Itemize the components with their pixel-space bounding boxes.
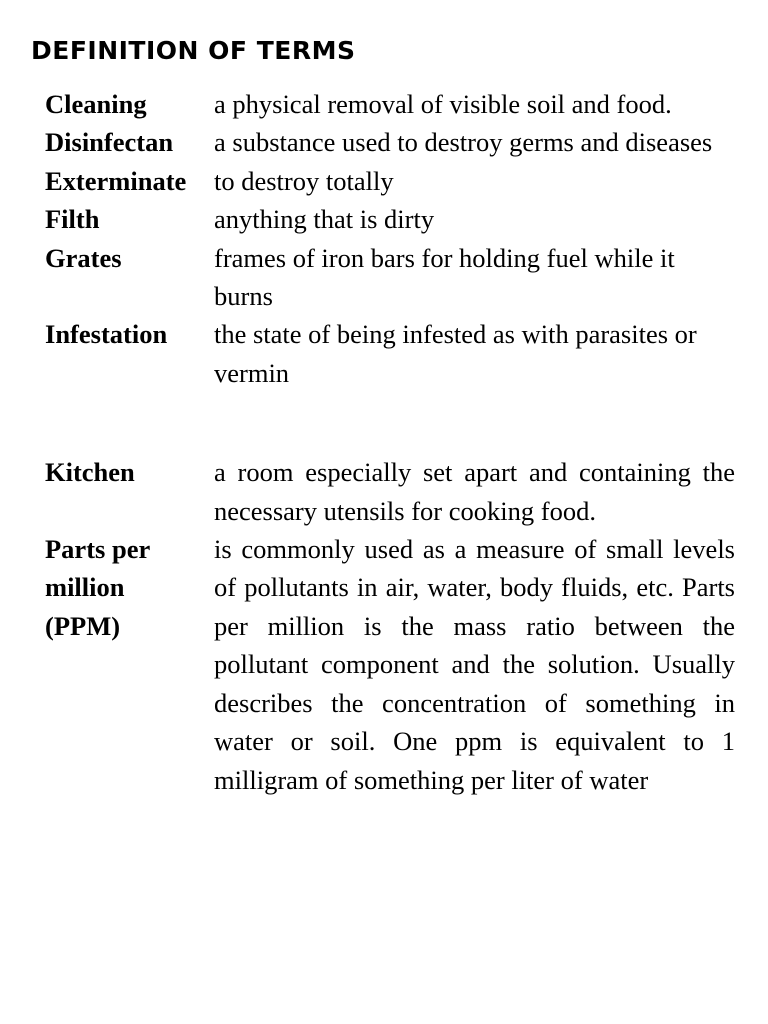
- definition-row-exterminate: [45, 162, 735, 200]
- term-exterminate: Exterminate: [45, 165, 187, 196]
- definition-cleaning: a physical removal of visible soil and food.: [214, 89, 672, 119]
- definition-row-grates: [45, 239, 735, 316]
- term-parts-per-million: Parts per million (PPM): [45, 534, 151, 641]
- definition-row-kitchen: [45, 453, 735, 530]
- definition-exterminate: to destroy totally: [214, 165, 394, 196]
- definition-kitchen: a room especially set apart and containing the necessary utensils for cooking food.: [214, 457, 735, 526]
- term-infestation: Infestation: [45, 319, 168, 350]
- term-cleaning: Cleaning: [45, 89, 147, 119]
- definition-parts-per-million: is commonly used as a measure of small levels of pollutants in air, water, body fluids, etc. Parts per million is the mass ratio between the pollutant component and the solution. Usually describes the concentration of something in water or soil. One ppm is equivalent to 1 milligram of something per liter of water: [214, 534, 735, 795]
- definition-row-cleaning: [45, 85, 735, 123]
- definition-disinfectan: a substance used to destroy germs and diseases: [214, 127, 713, 158]
- term-disinfectan: Disinfectan: [45, 127, 174, 158]
- term-grates: Grates: [45, 242, 122, 273]
- term-filth: Filth: [45, 204, 100, 235]
- definition-row-infestation: [45, 315, 735, 392]
- definitions-list: [45, 85, 735, 799]
- definition-filth: anything that is dirty: [214, 204, 435, 235]
- term-kitchen: Kitchen: [45, 457, 135, 488]
- definition-infestation: the state of being infested as with parasites or vermin: [214, 319, 697, 388]
- definition-row-ppm: [45, 530, 735, 799]
- definition-grates: frames of iron bars for holding fuel while it burns: [214, 242, 675, 312]
- definition-row-filth: [45, 200, 735, 238]
- section-spacer: [45, 392, 735, 453]
- definition-row-disinfectan: [45, 123, 735, 161]
- page-heading: DEFINITION OF TERMS: [31, 36, 356, 65]
